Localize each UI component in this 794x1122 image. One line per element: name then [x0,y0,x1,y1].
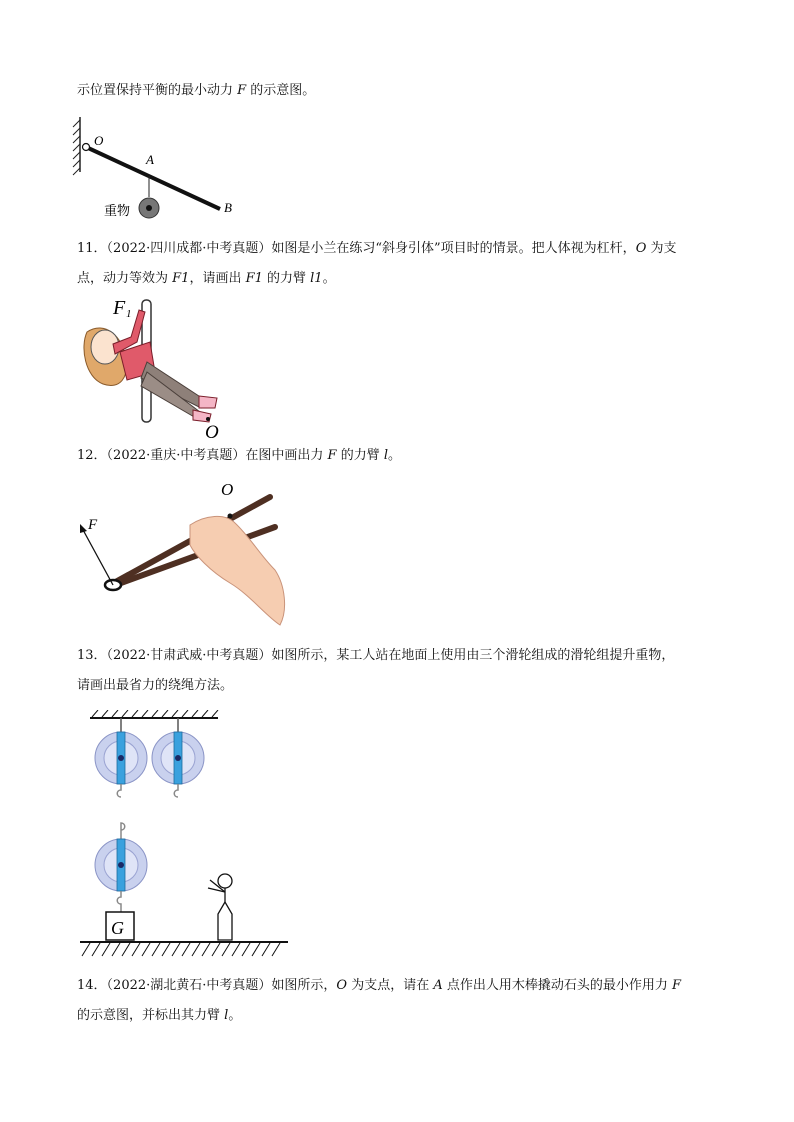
pulley-figure [78,710,293,960]
q14-l1-c: 点作出人用木棒撬动石头的最小作用力 [442,978,672,993]
ground-hatching [82,943,280,956]
label-b: B [224,200,232,215]
label-weight: 重物 [104,204,131,219]
q14-l1-b: 为支点，请在 [347,978,434,993]
q11-l2-c: 的力臂 [262,271,311,286]
q14-l2-a: 的示意图，并标出其力臂 [77,1008,225,1023]
q11-l2-d: 。 [322,271,336,286]
q12-l: l [383,448,388,463]
q14-l1-a2: A [433,978,443,993]
wall-hatching [73,120,80,175]
girl-shoe-1 [199,396,217,408]
q12-b: 的力臂 [336,448,384,463]
intro-before: 示位置保持平衡的最小动力 [77,83,238,98]
q14-l1-f: F [672,978,682,993]
q14-l1-a: 14．（2022·湖北黄石·中考真题）如图所示， [77,978,337,993]
intro-after: 的示意图。 [246,83,316,98]
force-arrow-head [80,524,87,533]
q14-l2-b: 。 [228,1008,242,1023]
label-f: F [88,517,98,533]
ceiling-hatching [92,710,218,717]
hand [190,516,285,625]
label-g: G [111,918,124,938]
label-f1-sub: 1 [126,308,132,320]
label-o: O [221,480,234,499]
pivot-o-point [228,514,233,519]
q12-c: 。 [388,448,402,463]
q11-line2 [77,270,336,288]
force-arrow-line [82,528,113,585]
q11-line1 [77,240,677,258]
label-o: O [205,422,219,442]
q14-line1 [77,977,681,995]
q11-l2-f1b: F1 [245,271,263,286]
q13-line1: 13．（2022·甘肃武威·中考真题）如图所示，某工人站在地面上使用由三个滑轮组成的滑轮组提升重物， [77,648,675,663]
q14-line2 [77,1007,241,1025]
chopsticks-figure [70,475,300,635]
q11-l2-b: ，请画出 [189,271,246,286]
pullup-figure [75,292,235,442]
lever-weight-figure [70,112,250,222]
q11-l1-b: 为支 [646,241,677,256]
q11-l1-var: O [635,241,647,256]
q11-l2-l1: l1 [310,271,323,286]
worker-figure [208,874,232,940]
q11-l2-a: 点，动力等效为 [77,271,173,286]
q12-f: F [327,448,337,463]
q14-l1-o: O [336,978,348,993]
pivot-point [83,144,90,151]
label-o: O [94,133,104,148]
pivot-o-point [206,417,210,421]
q12-line [77,447,401,465]
q11-l1-a: 11．（2022·四川成都·中考真题）如图是小兰在练习“斜身引体”项目时的情景。把人体视为杠杆， [77,241,636,256]
intro-text [77,82,315,100]
movable-pulley [95,823,147,912]
intro-var-f: F [237,83,247,98]
q13-line2: 请画出最省力的绕绳方法。 [77,678,234,693]
fixed-pulley-2 [152,718,204,797]
q12-a: 12．（2022·重庆·中考真题）在图中画出力 [77,448,328,463]
label-f1: F [113,297,126,319]
weight-ball-center [146,205,152,211]
label-a: A [146,152,154,167]
fixed-pulley-1 [95,718,147,797]
q11-l2-f1: F1 [172,271,190,286]
q14-l2-l: l [224,1008,229,1023]
